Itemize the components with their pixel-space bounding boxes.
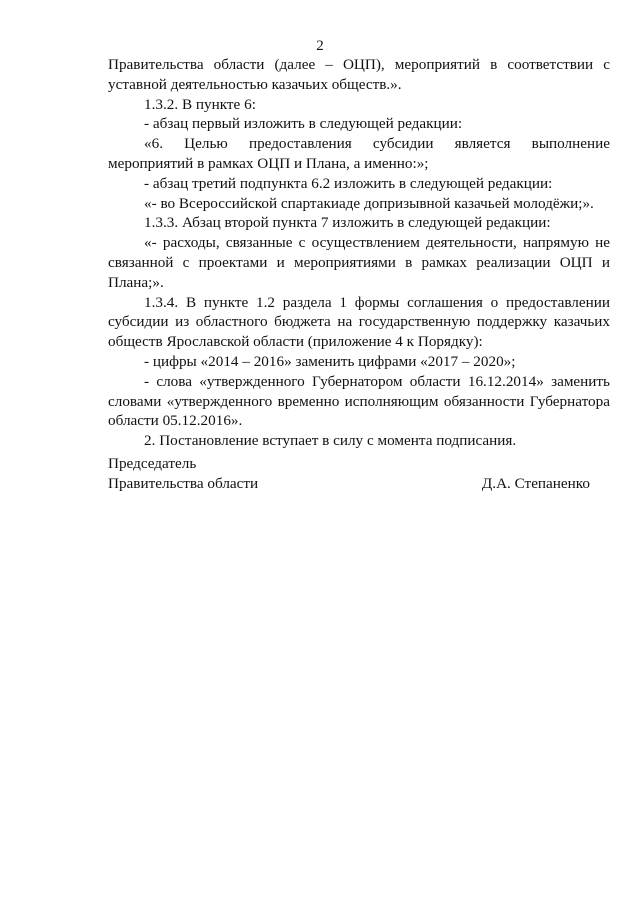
paragraph-1-3-3: 1.3.3. Абзац второй пункта 7 изложить в следующей редакции: bbox=[144, 214, 551, 232]
signature-block bbox=[108, 454, 590, 494]
paragraph-continuation: Правительства области (далее – ОЦП), мероприятий в соответствии с уставной деятельностью казачьих обществ.». bbox=[108, 56, 610, 93]
paragraph-effective: 2. Постановление вступает в силу с момента подписания. bbox=[144, 432, 517, 450]
paragraph-1-3-2: 1.3.2. В пункте 6: bbox=[144, 95, 256, 113]
signature-title-line1: Председатель bbox=[108, 455, 197, 472]
document-body bbox=[108, 55, 610, 451]
paragraph-abzac-first: - абзац первый изложить в следующей редакции: bbox=[144, 115, 463, 133]
paragraph-abzac-third: - абзац третий подпункта 6.2 изложить в следующей редакции: bbox=[144, 174, 553, 192]
paragraph-expenses: «- расходы, связанные с осуществлением деятельности, напрямую не связанной с проектами и мероприятиями в рамках реализации ОЦП и Плана;». bbox=[108, 234, 610, 291]
paragraph-words-replace: - слова «утвержденного Губернатором области 16.12.2014» заменить словами «утвержденного временно исполняющим обязанности Губернатора области 05.12.2016». bbox=[108, 372, 610, 430]
page-number: 2 bbox=[316, 38, 324, 54]
signature-name: Д.А. Степаненко bbox=[481, 474, 590, 492]
signature-title-line2: Правительства области bbox=[108, 474, 259, 492]
paragraph-1-3-4: 1.3.4. В пункте 1.2 раздела 1 формы соглашения о предоставлении субсидии из областного бюджета на государственную поддержку казачьих обществ Ярославской области (приложение 4 к Порядку): bbox=[108, 293, 610, 351]
paragraph-goal: «6. Целью предоставления субсидии является выполнение мероприятий в рамках ОЦП и Плана, а именно:»; bbox=[108, 135, 610, 172]
paragraph-numbers-replace: - цифры «2014 – 2016» заменить цифрами «2017 – 2020»; bbox=[144, 352, 516, 370]
paragraph-spartakiada: «- во Всероссийской спартакиаде допризывной казачьей молодёжи;». bbox=[144, 194, 594, 212]
signature-row bbox=[108, 474, 590, 494]
